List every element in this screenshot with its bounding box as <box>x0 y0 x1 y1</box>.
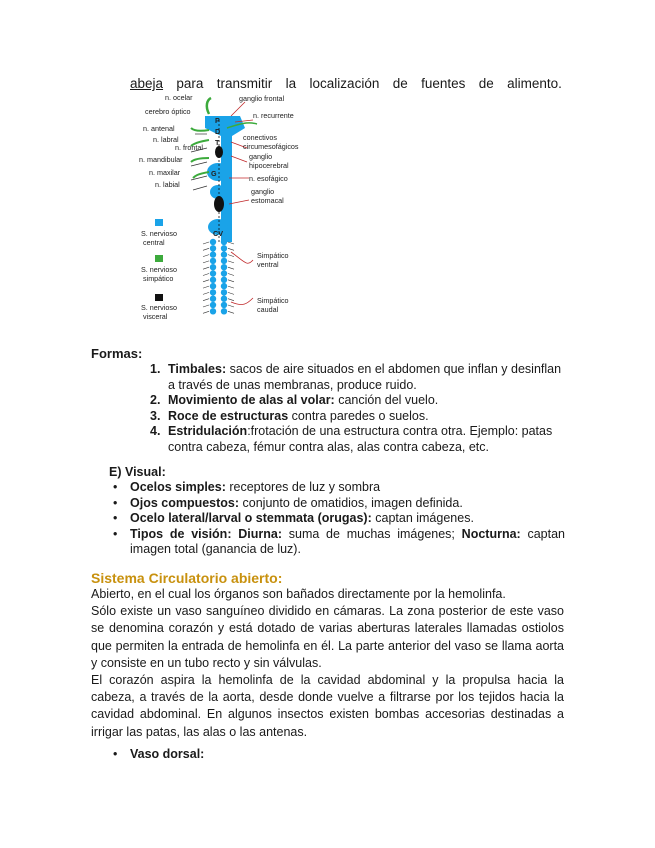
central-nerve-cord <box>203 116 245 315</box>
bullet-icon: • <box>113 747 118 761</box>
segment-nerve <box>203 299 234 301</box>
item-term: Estridulación <box>168 424 248 438</box>
label-n-maxilar: n. maxilar <box>149 168 181 177</box>
label-cerebro-optico: cerebro óptico <box>145 107 191 116</box>
visual-list <box>110 480 565 558</box>
label-n-mandibular: n. mandibular <box>139 155 183 164</box>
item-text-2: captan imagen total (ganancia de luz). <box>130 526 565 556</box>
legend-sympathetic-2: simpático <box>143 274 174 283</box>
item-term: Tipos de visión: Diurna: <box>130 526 282 541</box>
ganglion-bead <box>210 296 216 302</box>
diagram-legend <box>141 219 177 321</box>
ganglion-bead <box>221 277 227 283</box>
intro-word: la <box>285 76 297 91</box>
ganglion-bead <box>210 245 216 251</box>
segment-nerve <box>203 255 234 257</box>
legend-visceral-1: S. nervioso <box>141 303 177 312</box>
visual-heading: E) Visual: <box>109 465 166 479</box>
item-text: sacos de aire situados en el abdomen que inflan y desinflan a través de unas membranas, produce ruido. <box>168 362 562 392</box>
bullet-icon: • <box>113 480 118 494</box>
segment-nerve <box>203 248 234 250</box>
list-item <box>110 511 565 527</box>
item-text: conjunto de omatidios, imagen definida. <box>239 495 463 510</box>
item-text: receptores de luz y sombra <box>225 480 381 494</box>
item-term: Ojos compuestos: <box>130 495 240 510</box>
ganglion-bead <box>221 245 227 251</box>
ganglion-bead <box>221 283 227 289</box>
segment-CV: CV <box>213 229 223 238</box>
bullet-icon: • <box>113 495 118 510</box>
intro-word: de <box>392 76 408 91</box>
item-term: Ocelo lateral/larval o stemmata (orugas): <box>130 511 372 525</box>
item-number: 1. <box>150 362 161 376</box>
label-n-recurrente: n. recurrente <box>253 111 294 120</box>
item-text: captan imágenes. <box>371 511 474 525</box>
list-item <box>110 496 565 512</box>
nervous-system-diagram <box>135 92 335 324</box>
label-n-esofagico: n. esofágico <box>249 174 288 183</box>
label-simpatico-ventral-2: ventral <box>257 260 279 269</box>
segment-nerve <box>203 305 234 307</box>
segment-nerve <box>203 311 234 313</box>
ganglion-bead <box>210 302 216 308</box>
label-n-antenal: n. antenal <box>143 124 175 133</box>
item-term: Roce de estructuras <box>168 408 289 423</box>
legend-sympathetic-1: S. nervioso <box>141 265 177 274</box>
intro-line <box>130 76 562 91</box>
label-simpatico-caudal-1: Simpático <box>257 296 289 305</box>
item-text: contra paredes o suelos. <box>288 408 429 423</box>
ganglion-bead <box>210 289 216 295</box>
paragraph: El corazón aspira la hemolinfa de la cavidad abdominal y la propulsa hacia la cabeza, a través de la aorta, desde donde vuelve a filtrarse por los tejidos hacia la cavidad abdominal. En algunos insectos existen bombas accesorias destinadas a irrigar las patas, las alas o las antenas. <box>91 673 564 739</box>
label-circumesofagicos: circumesofágicos <box>243 142 299 151</box>
ganglion-bead <box>221 289 227 295</box>
item-text: canción del vuelo. <box>334 393 439 407</box>
legend-visceral-2: visceral <box>143 312 168 321</box>
ganglion-bead <box>221 270 227 276</box>
list-item <box>150 362 565 393</box>
paragraph: Abierto, en el cual los órganos son bañados directamente por la hemolinfa. <box>91 587 506 601</box>
label-n-labial: n. labial <box>155 180 180 189</box>
item-number: 2. <box>150 393 161 407</box>
segment-D: D <box>215 127 221 136</box>
intro-word: para <box>176 76 204 91</box>
list-item <box>110 480 565 496</box>
ganglion-bead <box>210 283 216 289</box>
segment-nerve <box>203 292 234 294</box>
intro-word: alimento. <box>507 76 562 91</box>
segment-T: T <box>215 138 220 147</box>
formas-list <box>150 362 565 455</box>
vaso-dorsal-item <box>110 747 204 761</box>
label-n-labral: n. labral <box>153 135 179 144</box>
list-item <box>110 527 565 558</box>
segment-G: G <box>211 169 217 178</box>
ganglion-bead <box>221 308 227 314</box>
list-item <box>150 424 565 455</box>
item-term: Timbales: <box>168 362 227 376</box>
bullet-icon: • <box>113 511 118 525</box>
intro-link-abeja[interactable]: abeja <box>130 76 164 91</box>
label-conectivos: conectivos <box>243 133 277 142</box>
bullet-icon: • <box>113 526 118 541</box>
segment-nerve <box>203 261 234 263</box>
intro-word: localización <box>309 76 380 91</box>
label-simpatico-caudal-2: caudal <box>257 305 279 314</box>
label-n-ocelar: n. ocelar <box>165 93 193 102</box>
ganglion-bead <box>210 239 216 245</box>
segment-nerve <box>203 267 234 269</box>
ganglion-bead <box>221 239 227 245</box>
legend-swatch-central <box>155 219 163 226</box>
vaso-dorsal-label: Vaso dorsal: <box>130 747 205 761</box>
list-item <box>150 409 565 425</box>
ganglion-bead <box>221 258 227 264</box>
circulatorio-body <box>91 586 564 741</box>
segment-nerve <box>203 274 234 276</box>
list-item <box>150 393 565 409</box>
item-number: 3. <box>150 408 161 423</box>
segment-P: P <box>215 116 220 125</box>
segment-nerve <box>203 286 234 288</box>
legend-swatch-sympathetic <box>155 255 163 262</box>
ganglion-bead <box>210 258 216 264</box>
ganglion-bead <box>210 277 216 283</box>
label-ganglio-frontal: ganglio frontal <box>239 94 285 103</box>
ventral-ganglia-chain <box>203 239 234 315</box>
item-text: suma de muchas imágenes; <box>281 526 462 541</box>
segment-nerve <box>203 280 234 282</box>
ganglion-bead <box>210 270 216 276</box>
item-text: :frotación de una estructura contra otra. Ejemplo: patas contra cabeza, fémur contra alas, alas contra cabeza, etc. <box>168 424 553 454</box>
item-term: Ocelos simples: <box>130 480 226 494</box>
label-simpatico-ventral-1: Simpático <box>257 251 289 260</box>
ganglion-bead <box>221 302 227 308</box>
legend-central-2: central <box>143 238 165 247</box>
ganglion-bead <box>210 251 216 257</box>
intro-word: de <box>478 76 494 91</box>
label-ganglio-estomacal-1: ganglio <box>251 187 275 196</box>
formas-heading: Formas: <box>91 346 143 361</box>
intro-word: transmitir <box>216 76 273 91</box>
ganglion-bead <box>210 264 216 270</box>
label-ganglio-hipocerebral-2: hipocerebral <box>249 161 289 170</box>
intro-word: fuentes <box>421 76 466 91</box>
ganglion-bead <box>221 296 227 302</box>
segment-nerve <box>203 242 234 244</box>
circulatorio-heading: Sistema Circulatorio abierto: <box>91 570 283 586</box>
legend-swatch-visceral <box>155 294 163 301</box>
label-n-frontal: n. frontal <box>175 143 203 152</box>
item-term: Movimiento de alas al volar: <box>168 393 335 407</box>
label-ganglio-hipocerebral-1: ganglio <box>249 152 273 161</box>
item-number: 4. <box>150 424 161 438</box>
legend-central-1: S. nervioso <box>141 229 177 238</box>
ganglion-bead <box>210 308 216 314</box>
paragraph: Sólo existe un vaso sanguíneo dividido en cámaras. La zona posterior de este vaso se denomina corazón y está dotado de varias aberturas laterales llamadas ostiolos que permiten la entrada de hemolinfa en él. La parte anterior del vaso se llama aorta y consiste en un tubo recto y sin válvulas. <box>91 604 564 670</box>
item-term-2: Nocturna: <box>461 526 521 541</box>
label-ganglio-estomacal-2: estomacal <box>251 196 284 205</box>
ganglion-bead <box>221 264 227 270</box>
ganglion-bead <box>221 251 227 257</box>
